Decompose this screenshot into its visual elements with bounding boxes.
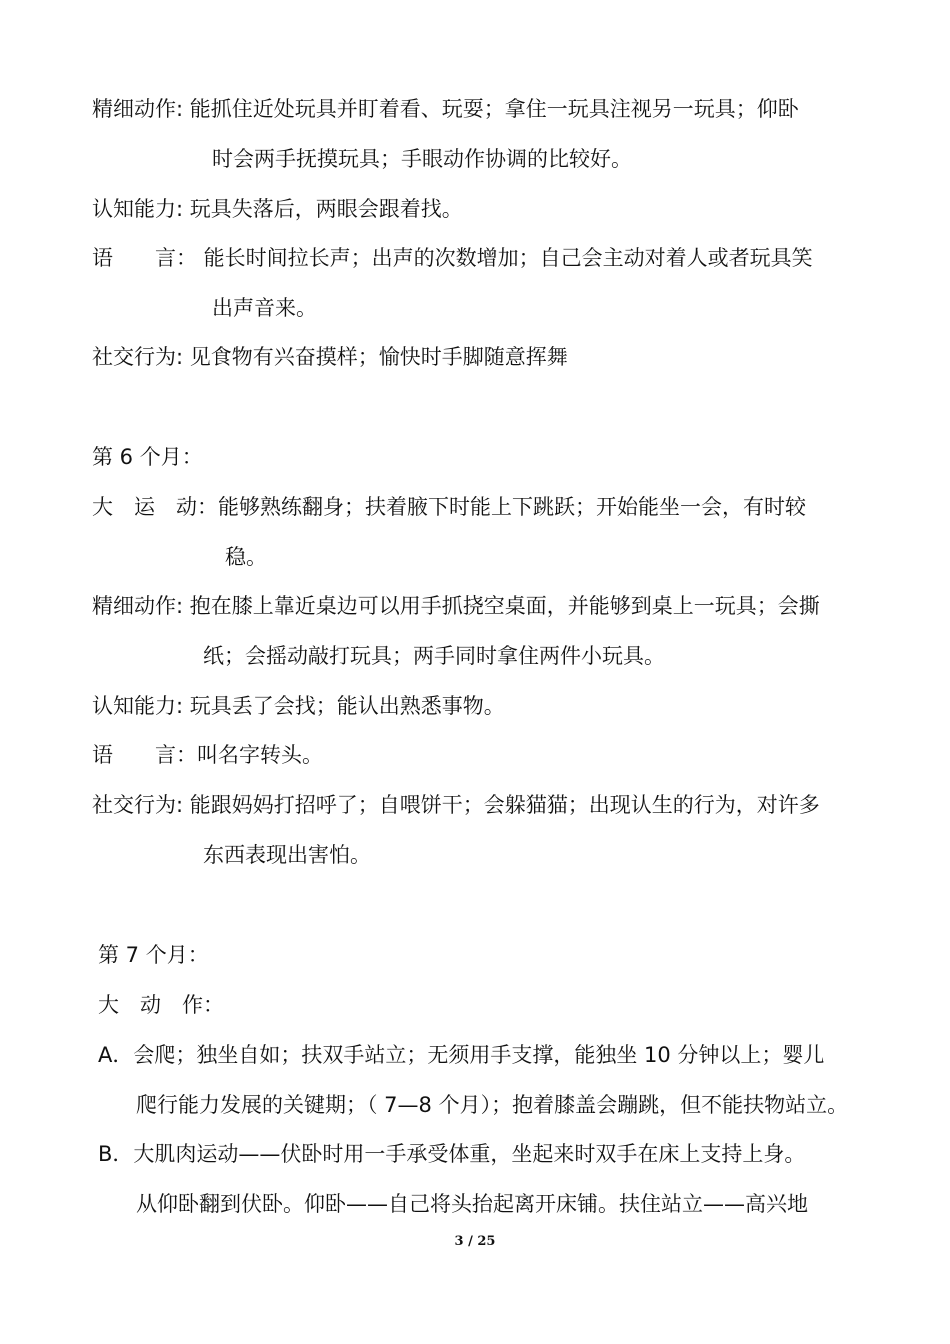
text-line: 从仰卧翻到伏卧。仰卧——自己将头抬起离开床铺。扶住站立——高兴地 <box>136 1192 808 1216</box>
text-line: 大 运 动：能够熟练翻身；扶着腋下时能上下跳跃；开始能坐一会，有时较 <box>92 495 806 519</box>
text-line: 精细动作: 能抓住近处玩具并盯着看、玩耍；拿住一玩具注视另一玩具；仰卧 <box>92 97 799 121</box>
text-line: 东西表现出害怕。 <box>203 843 371 867</box>
text-line: 爬行能力发展的关键期；（ 7—8 个月）；抱着膝盖会蹦跳，但不能扶物站立。 <box>136 1093 849 1117</box>
section-heading: 第 7 个月： <box>98 943 209 967</box>
text-line: 认知能力: 玩具丢了会找；能认出熟悉事物。 <box>92 694 505 718</box>
text-line: 社交行为: 能跟妈妈打招呼了；自喂饼干；会躲猫猫；出现认生的行为，对许多 <box>92 793 820 817</box>
text-line: 纸；会摇动敲打玩具；两手同时拿住两件小玩具。 <box>203 644 665 668</box>
text-line: 出声音来。 <box>212 296 317 320</box>
text-line: 时会两手抚摸玩具；手眼动作协调的比较好。 <box>212 147 632 171</box>
section-heading: 第 6 个月： <box>92 445 203 469</box>
text-line: A．会爬；独坐自如；扶双手站立；无须用手支撑，能独坐 10 分钟以上；婴儿 <box>98 1043 825 1067</box>
page-number: 3 / 25 <box>454 1234 496 1249</box>
text-line: 稳。 <box>225 545 267 569</box>
text-line: 认知能力: 玩具失落后，两眼会跟着找。 <box>92 197 463 221</box>
text-line: 社交行为: 见食物有兴奋摸样；愉快时手脚随意挥舞 <box>92 345 568 369</box>
text-line: 精细动作: 抱在膝上靠近桌边可以用手抓挠空桌面，并能够到桌上一玩具；会撕 <box>92 594 820 618</box>
text-line: 语 言：叫名字转头。 <box>92 743 323 767</box>
text-line: 语 言： 能长时间拉长声；出声的次数增加；自己会主动对着人或者玩具笑 <box>92 246 813 270</box>
text-line: B．大肌肉运动——伏卧时用一手承受体重，坐起来时双手在床上支持上身。 <box>98 1142 806 1166</box>
text-line: 大 动 作： <box>98 993 224 1017</box>
